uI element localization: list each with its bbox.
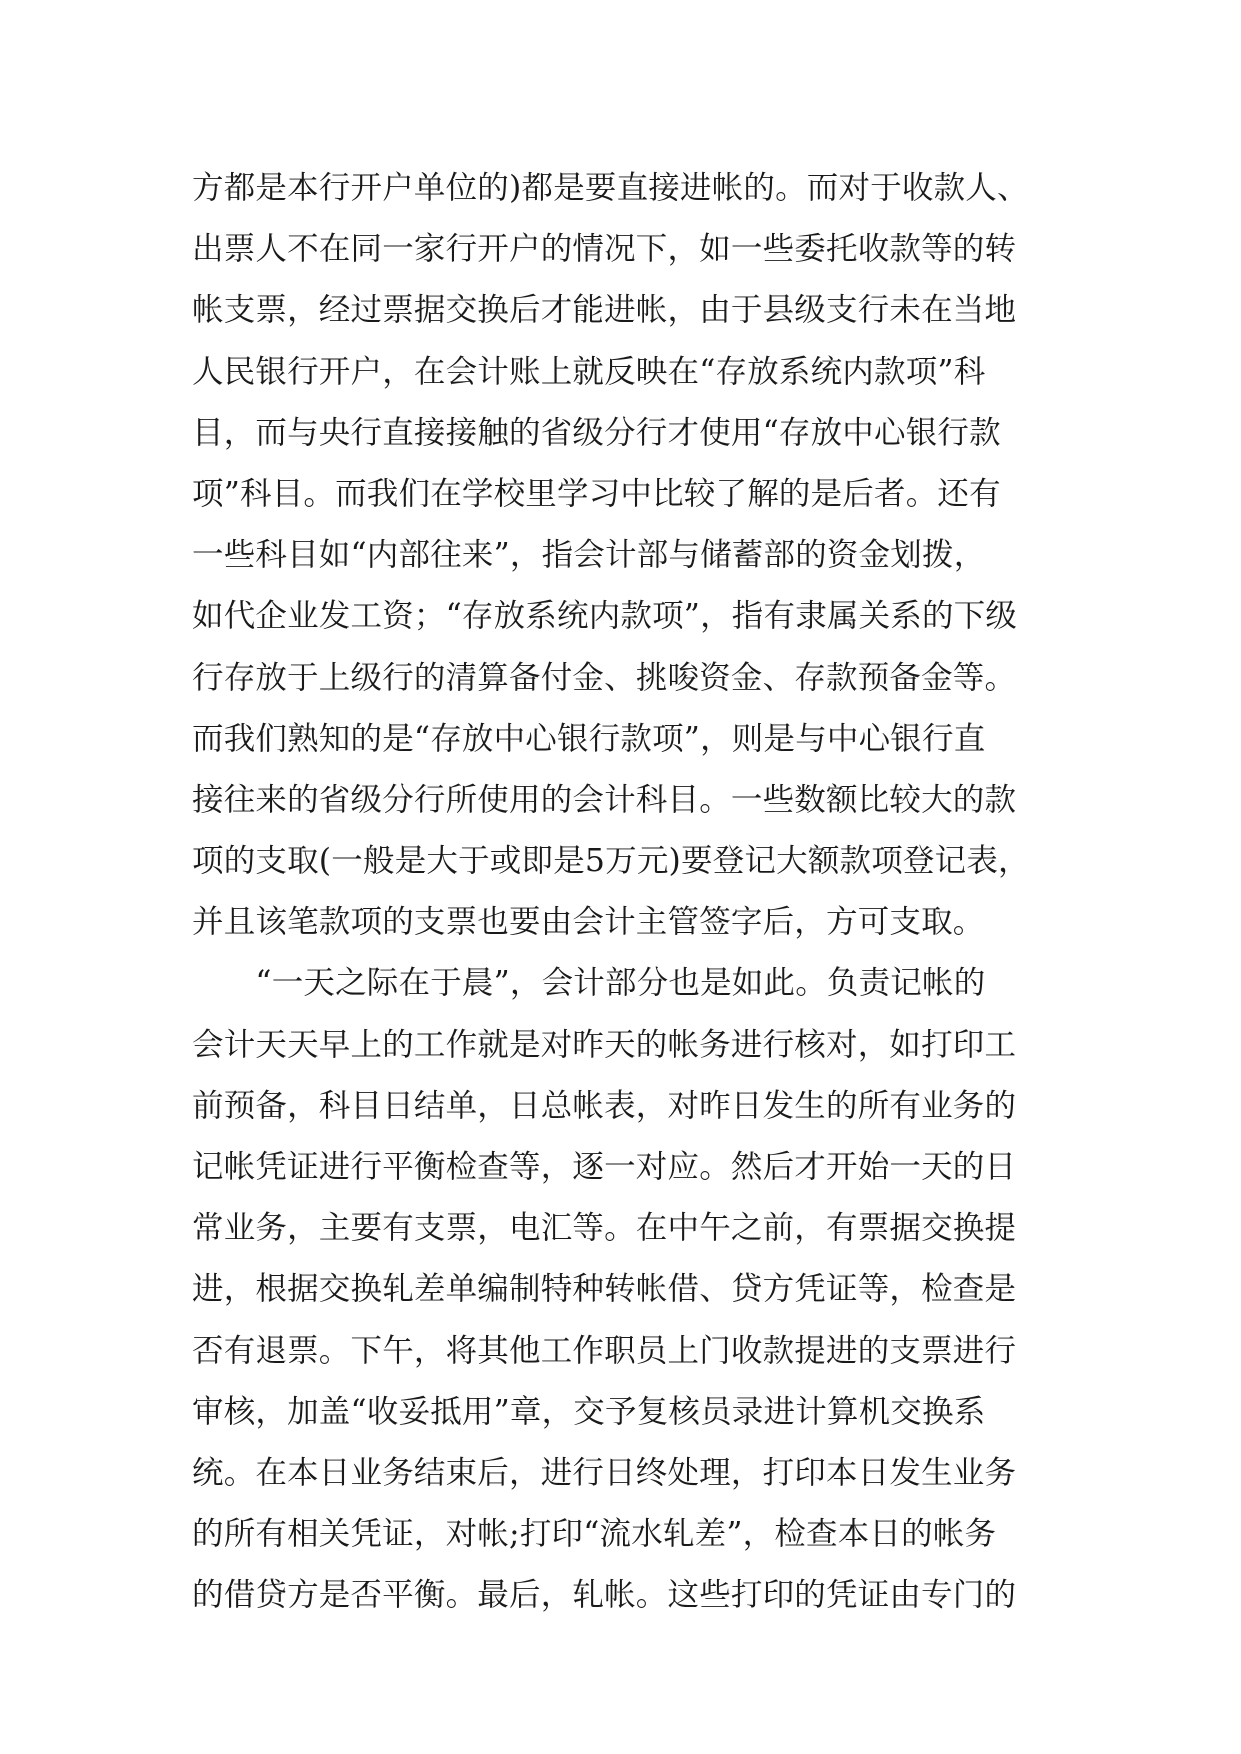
text-line: 的所有相关凭证，对帐;打印“流水轧差”，检查本日的帐务 [192,1516,997,1553]
text-line: 审核，加盖“收妥抵用”章，交予复核员录进计算机交换系 [192,1393,986,1430]
text-line: 否有退票。下午，将其他工作职员上门收款提进的支票进行 [192,1332,1017,1369]
text-line: 常业务，主要有支票，电汇等。在中午之前，有票据交换提 [192,1210,1017,1247]
text-line: 目，而与央行直接接触的省级分行才使用“存放中心银行款 [192,414,1001,451]
text-line: 前预备，科目日结单，日总帐表，对昨日发生的所有业务的 [192,1087,1017,1124]
text-line: 帐支票，经过票据交换后才能进帐，由于县级支行未在当地 [192,292,1017,329]
text-line: 人民银行开户，在会计账上就反映在“存放系统内款项”科 [192,353,986,390]
text-line: 会计天天早上的工作就是对昨天的帐务进行核对，如打印工 [192,1026,1017,1063]
text-line: 记帐凭证进行平衡检查等，逐一对应。然后才开始一天的日 [192,1149,1017,1185]
text-line: 项”科目。而我们在学校里学习中比较了解的是后者。还有 [192,475,1001,512]
text-line: 统。在本日业务结束后，进行日终处理，打印本日发生业务 [192,1454,1017,1491]
text-line: 的借贷方是否平衡。最后，轧帐。这些打印的凭证由专门的 [192,1577,1017,1614]
text-line: 而我们熟知的是“存放中心银行款项”，则是与中心银行直 [192,720,986,757]
text-line: “一天之际在于晨”，会计部分也是如此。负责记帐的 [192,965,986,1002]
text-line: 进，根据交换轧差单编制特种转帐借、贷方凭证等，检查是 [192,1271,1017,1308]
text-line: 项的支取(一般是大于或即是5万元)要登记大额款项登记表， [192,843,1030,880]
text-line: 行存放于上级行的清算备付金、挑唆资金、存款预备金等。 [192,659,1017,696]
text-line: 接往来的省级分行所使用的会计科目。一些数额比较大的款 [192,781,1017,818]
body-text [192,158,1092,1627]
text-line: 方都是本行开户单位的)都是要直接进帐的。而对于收款人、 [192,170,1029,206]
text-line: 一些科目如“内部往来”，指会计部与储蓄部的资金划拨， [192,537,986,574]
text-line: 出票人不在同一家行开户的情况下，如一些委托收款等的转 [192,231,1017,268]
text-line: 如代企业发工资；“存放系统内款项”，指有隶属关系的下级 [192,598,1018,635]
text-line: 并且该笔款项的支票也要由会计主管签字后，方可支取。 [192,904,985,941]
